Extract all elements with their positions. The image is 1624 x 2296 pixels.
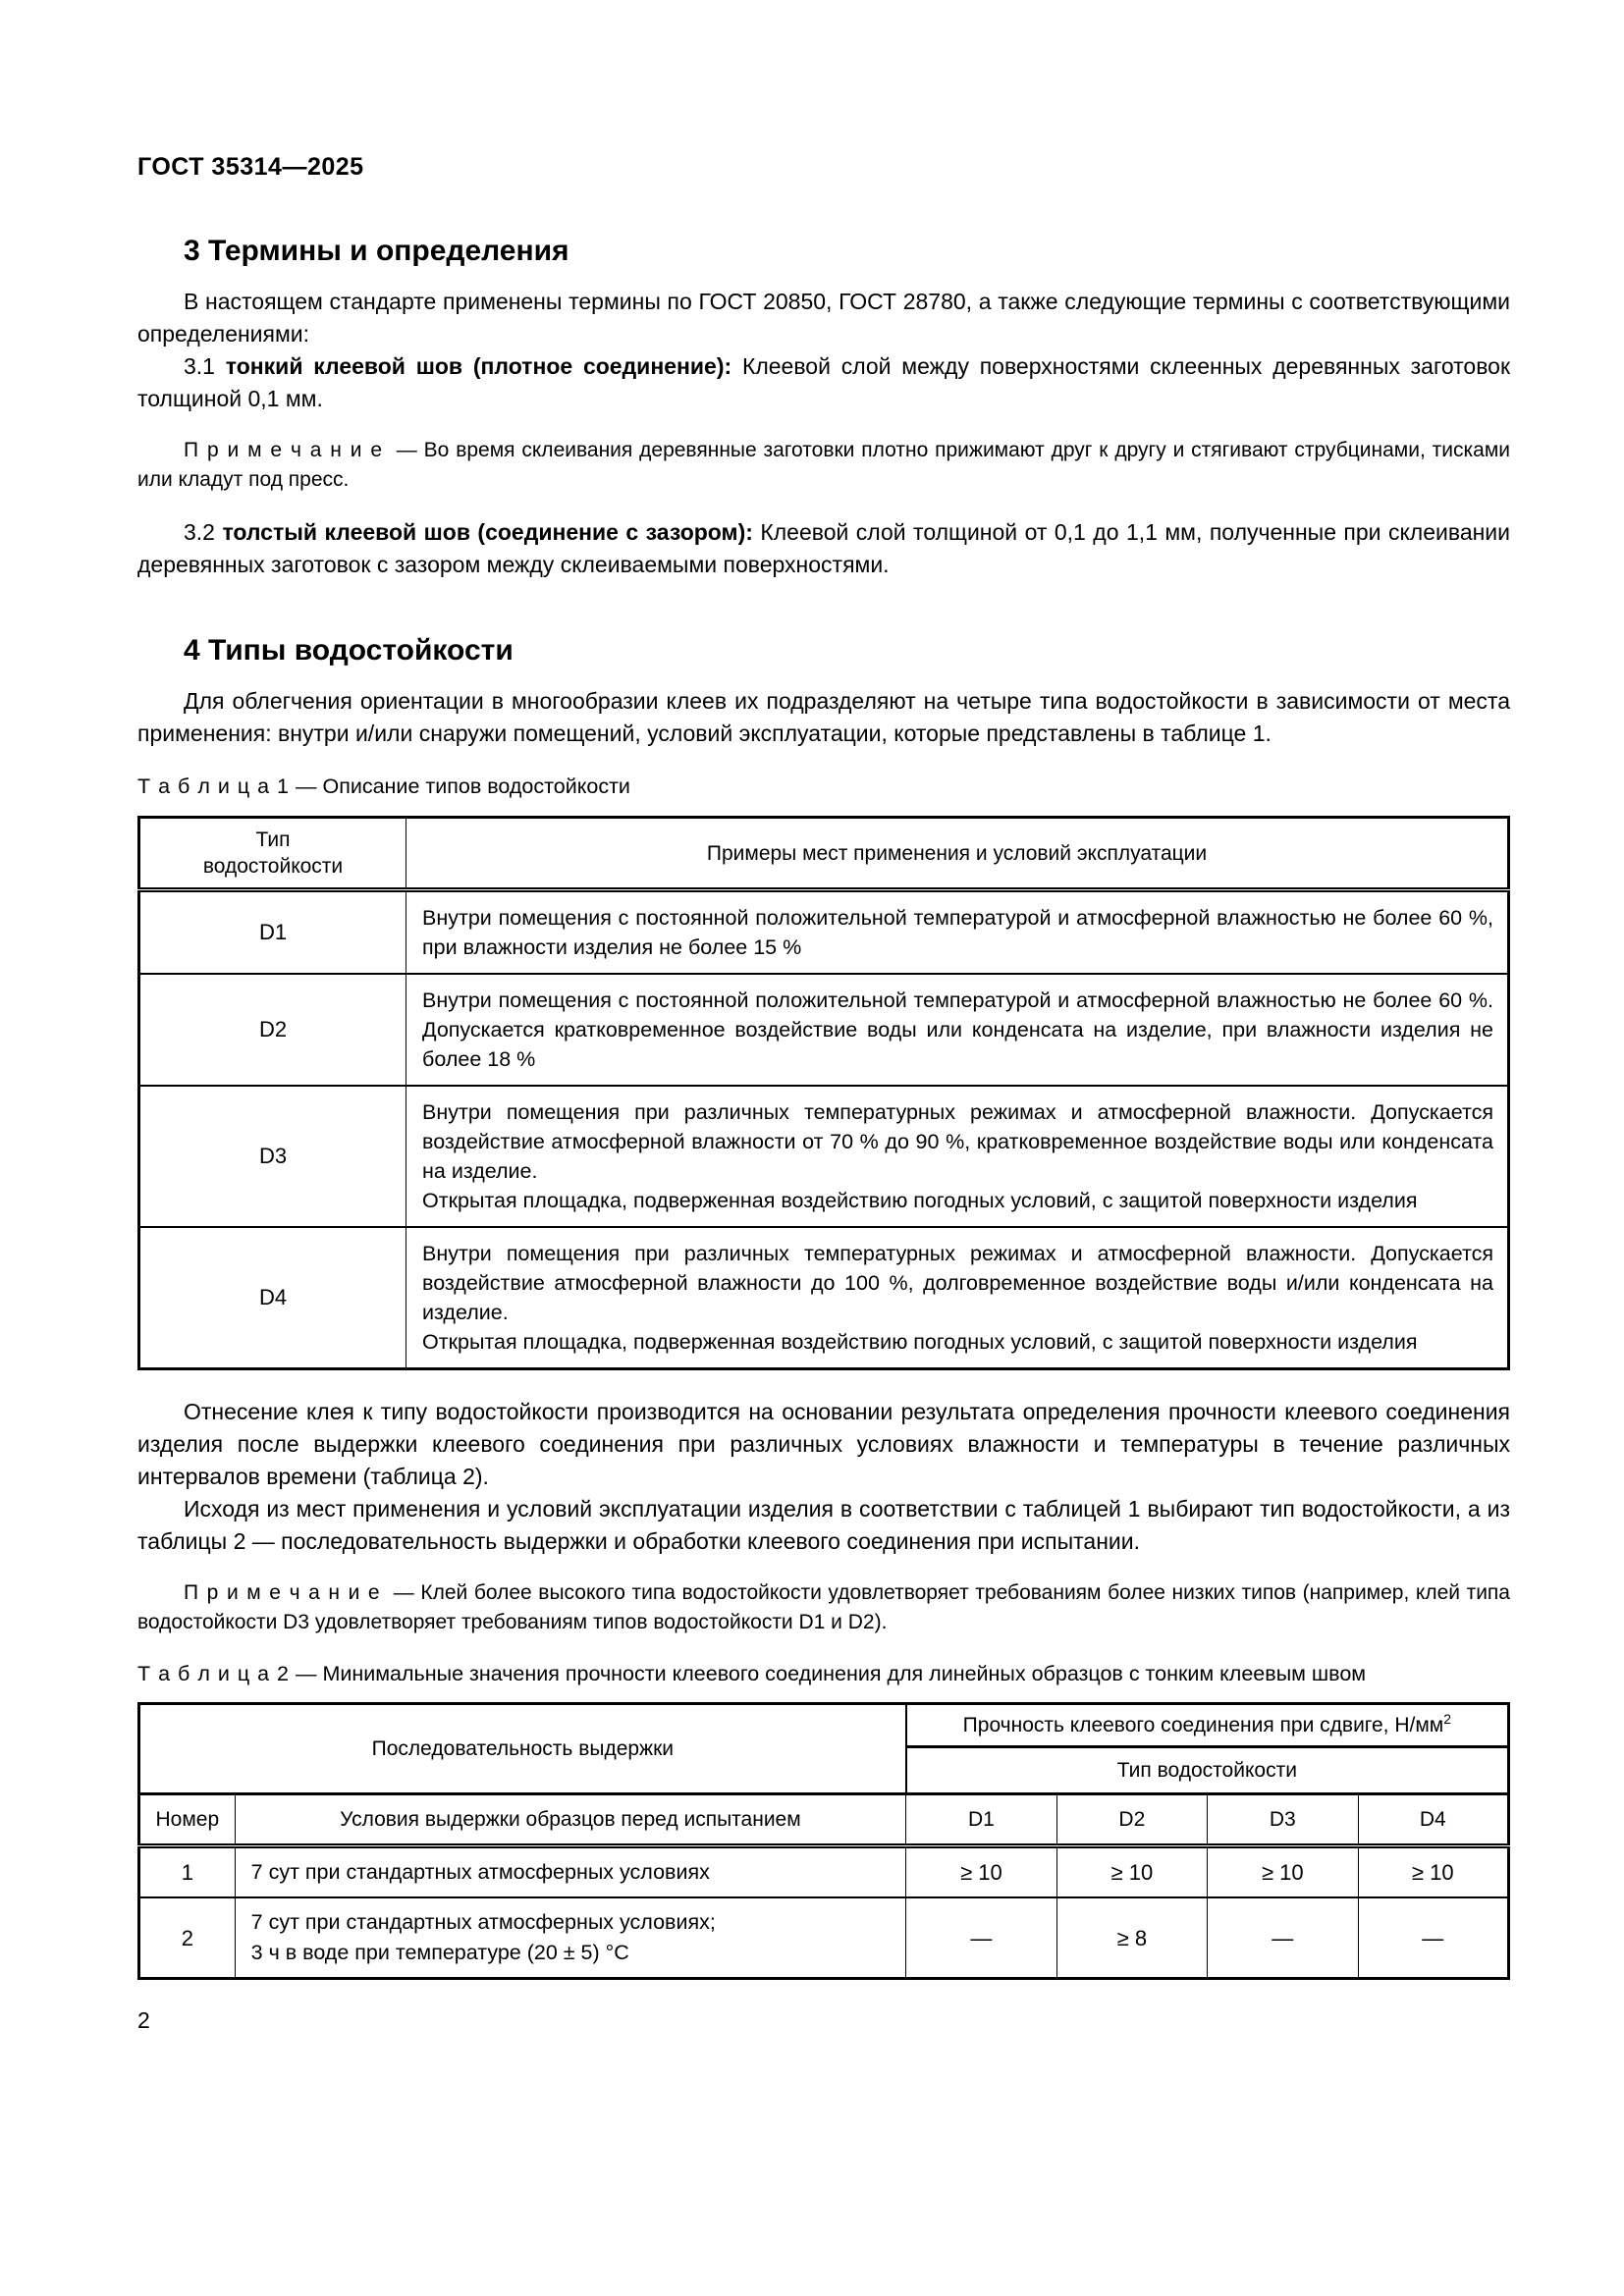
table-row [139, 1227, 1509, 1369]
value-cell: ≥ 10 [1056, 1846, 1207, 1898]
para-selection: Исходя из мест применения и условий эксплуатации изделия в соответствии с таблицей 1 выбирают тип водостойкости, а из таблицы 2 — последовательность выдержки и обработки клеевого соединения при испытании. [137, 1496, 1510, 1554]
note-3-1 [137, 436, 1510, 495]
description-cell [406, 1086, 1509, 1227]
condition-cell [235, 1846, 906, 1898]
para-assignment: Отнесение клея к типу водостойкости производится на основании результата определения прочности клеевого соединения изделия после выдержки клеевого соединения при различных условиях влажности и температуры в течение различных интервалов времени (таблица 2). [137, 1399, 1510, 1489]
note-label: П р и м е ч а н и е [184, 1581, 381, 1604]
table-row [139, 974, 1509, 1086]
table2-num-header: Номер [139, 1794, 236, 1846]
table-row [139, 1086, 1509, 1227]
value-cell: ≥ 10 [1358, 1846, 1508, 1898]
page-number: 2 [137, 2007, 150, 2033]
condition-text: 3 ч в воде при температуре (20 ± 5) °С [250, 1941, 629, 1964]
section-4-intro: Для облегчения ориентации в многообразии клеев их подразделяют на четыре типа водостойкости в зависимости от места применения: внутри и/или снаружи помещений, условий эксплуатации, которые представлены в таблице 1. [137, 688, 1510, 746]
table2-col-d3: D3 [1208, 1794, 1358, 1846]
row-number-cell: 1 [139, 1846, 236, 1898]
value-cell: — [1208, 1897, 1358, 1979]
value-cell: ≥ 8 [1056, 1897, 1207, 1979]
term-3-1-number: 3.1 [184, 353, 215, 379]
term-3-2 [137, 516, 1510, 581]
term-3-2-definition: Клеевой слой толщиной от 0,1 до 1,1 мм, полученные при склеивании деревянных заготовок с зазором между склеиваемыми поверхностями. [137, 519, 1511, 577]
table2-strength-header-sup: 2 [1443, 1711, 1452, 1727]
table-water-resistance-types [137, 816, 1510, 1370]
table1-col1-header-line1: Тип [255, 828, 291, 851]
description-text: Внутри помещения с постоянной положительной температурой и атмосферной влажностью не более 60 %, при влажности изделия не более 15 % [422, 906, 1493, 959]
type-cell: D3 [139, 1086, 406, 1227]
note-text: — Клей более высокого типа водостойкости удовлетворяет требованиям более низких типов (например, клей типа водостойкости D3 удовлетворяет требованиям типов водостойкости D1 и D2). [137, 1581, 1510, 1633]
row-number-cell: 2 [139, 1897, 236, 1979]
table2-caption [137, 1659, 1510, 1688]
type-cell: D2 [139, 974, 406, 1086]
doc-number: ГОСТ 35314—2025 [137, 153, 364, 181]
note-text: — Во время склеивания деревянные заготовки плотно прижимают друг к другу и стягивают струбцинами, тисками или кладут под пресс. [137, 439, 1510, 491]
table-row [139, 1897, 1509, 1979]
description-text: Внутри помещения при различных температурных режимах и атмосферной влажности. Допускается воздействие атмосферной влажности от 70 % до 90 %, кратковременное воздействие воды или конденсата на изделие. [422, 1100, 1493, 1183]
table2-seq-header: Последовательность выдержки [139, 1704, 906, 1794]
table2-caption-label: Т а б л и ц а 2 [137, 1662, 291, 1685]
table2-col-d2: D2 [1056, 1794, 1207, 1846]
term-3-2-term: толстый клеевой шов (соединение с зазором): [222, 519, 753, 545]
value-cell: — [906, 1897, 1056, 1979]
table2-subheader-row [139, 1794, 1509, 1846]
table1-header-row [139, 818, 1509, 890]
type-cell: D4 [139, 1227, 406, 1369]
table2-type-header: Тип водостойкости [906, 1747, 1509, 1794]
table-row [139, 1846, 1509, 1898]
table1-col2-header: Примеры мест применения и условий эксплуатации [406, 818, 1509, 890]
value-cell: ≥ 10 [906, 1846, 1056, 1898]
table1-caption-text: — Описание типов водостойкости [296, 774, 630, 798]
term-3-1 [137, 350, 1510, 415]
description-cell [406, 890, 1509, 975]
table1-col1-header-line2: водостойкости [202, 855, 344, 878]
table-row [139, 890, 1509, 975]
description-text: Открытая площадка, подверженная воздействию погодных условий, с защитой поверхности изделия [422, 1189, 1418, 1212]
condition-text: 7 сут при стандартных атмосферных условиях; [250, 1910, 716, 1934]
term-3-1-definition: Клеевой слой между поверхностями склеенных деревянных заготовок толщиной 0,1 мм. [137, 353, 1511, 411]
condition-text: 7 сут при стандартных атмосферных условиях [250, 1860, 710, 1884]
term-3-1-term: тонкий клеевой шов (плотное соединение): [225, 353, 732, 379]
value-cell: — [1358, 1897, 1508, 1979]
description-text: Открытая площадка, подверженная воздействию погодных условий, с защитой поверхности изделия [422, 1330, 1418, 1354]
table2-header-row1 [139, 1704, 1509, 1747]
description-cell [406, 974, 1509, 1086]
table-min-strength [137, 1702, 1510, 1980]
table1-caption-label: Т а б л и ц а 1 [137, 774, 291, 798]
table1-caption [137, 772, 1510, 801]
table2-col-d4: D4 [1358, 1794, 1508, 1846]
section-3-intro: В настоящем стандарте применены термины по ГОСТ 20850, ГОСТ 28780, а также следующие термины с соответствующими определениями: [137, 289, 1510, 347]
description-text: Внутри помещения с постоянной положительной температурой и атмосферной влажностью не более 60 %. Допускается кратковременное воздействие воды или конденсата на изделие, при влажности изделия не более 18 % [422, 988, 1493, 1071]
term-3-2-number: 3.2 [184, 519, 215, 545]
table2-cond-header: Условия выдержки образцов перед испытанием [235, 1794, 906, 1846]
section-3-title: 3 Термины и определения [184, 235, 569, 267]
description-text: Внутри помещения при различных температурных режимах и атмосферной влажности. Допускается воздействие атмосферной влажности до 100 %, долговременное воздействие воды и/или конденсата на изделие. [422, 1242, 1493, 1324]
type-cell: D1 [139, 890, 406, 975]
note-label: П р и м е ч а н и е [184, 439, 384, 461]
condition-cell [235, 1897, 906, 1979]
description-cell [406, 1227, 1509, 1369]
section-4-title: 4 Типы водостойкости [184, 634, 514, 667]
table2-strength-header-text: Прочность клеевого соединения при сдвиге, Н/мм [962, 1714, 1444, 1736]
value-cell: ≥ 10 [1208, 1846, 1358, 1898]
table2-strength-header [906, 1704, 1509, 1747]
table2-caption-text: — Минимальные значения прочности клеевого соединения для линейных образцов с тонким клеевым швом [296, 1662, 1367, 1685]
table1-col1-header [139, 818, 406, 890]
table2-col-d1: D1 [906, 1794, 1056, 1846]
note-4 [137, 1578, 1510, 1637]
